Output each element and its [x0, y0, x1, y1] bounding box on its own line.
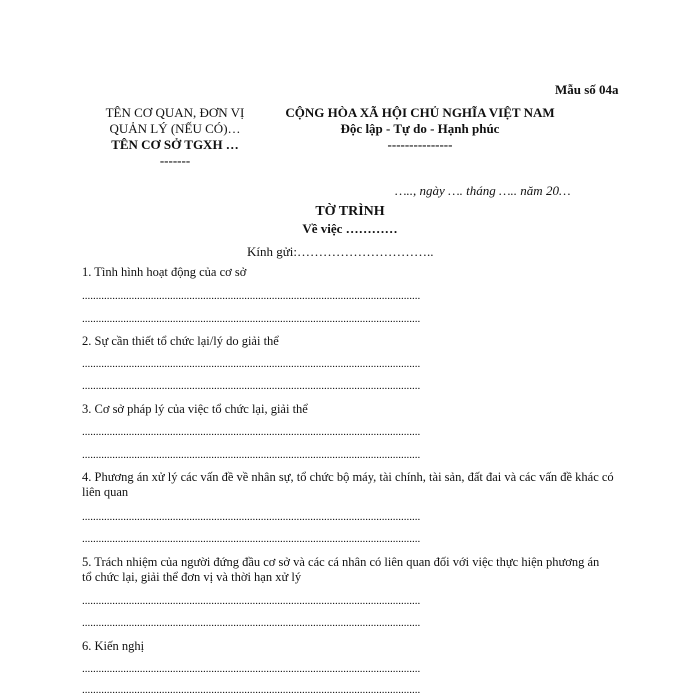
document-title: TỜ TRÌNH — [315, 204, 385, 219]
fill-line: ........................................................................................................................... — [82, 313, 421, 325]
fill-line: ........................................................................................................................... — [82, 663, 421, 675]
section-3 — [82, 402, 622, 417]
national-motto: Độc lập - Tự do - Hạnh phúc — [340, 121, 500, 136]
section-title: 2. Sự cần thiết tổ chức lại/lý do giải thể — [82, 334, 279, 348]
fill-line: ........................................................................................................................... — [82, 595, 421, 607]
agency-manager: QUẢN LÝ (NẾU CÓ)… — [109, 121, 241, 136]
national-divider: --------------- — [387, 137, 453, 152]
form-number: Mẫu số 04a — [555, 82, 619, 97]
section-title: 5. Trách nhiệm của người đứng đầu cơ sở và các cá nhân có liên quan đối với việc thực hiện phương án tổ chức lại, giải thể đơn vị và thời hạn xử lý — [82, 555, 600, 584]
section-5 — [82, 555, 607, 585]
national-title: CỘNG HÒA XÃ HỘI CHỦ NGHĨA VIỆT NAM — [285, 105, 555, 120]
fill-line: ........................................................................................................................... — [82, 617, 421, 629]
facility-name: TÊN CƠ SỞ TGXH … — [111, 137, 239, 152]
section-title: 4. Phương án xử lý các vấn đề về nhân sự, tổ chức bộ máy, tài chính, tài sản, đất đai và các vấn đề khác có liên quan — [82, 470, 614, 499]
fill-line: ........................................................................................................................... — [82, 358, 421, 370]
national-header — [270, 105, 570, 153]
fill-line: ........................................................................................................................... — [82, 426, 421, 438]
section-2 — [82, 334, 622, 349]
fill-line: ........................................................................................................................... — [82, 449, 421, 461]
agency-name: TÊN CƠ QUAN, ĐƠN VỊ — [105, 105, 245, 120]
fill-line: ........................................................................................................................... — [82, 533, 421, 545]
fill-line: ........................................................................................................................... — [82, 684, 421, 696]
agency-divider: ------- — [159, 153, 191, 168]
section-6 — [82, 639, 622, 654]
agency-header — [80, 105, 270, 169]
date-line: ….., ngày …. tháng ….. năm 20… — [395, 183, 571, 198]
document-subject: Về việc ………… — [302, 221, 398, 236]
recipient-line: Kính gửi:………………………….. — [247, 244, 434, 259]
section-title: 6. Kiến nghị — [82, 639, 145, 653]
section-1 — [82, 265, 622, 280]
fill-line: ........................................................................................................................... — [82, 380, 421, 392]
section-title: 1. Tình hình hoạt động của cơ sở — [82, 265, 247, 279]
fill-line: ........................................................................................................................... — [82, 511, 421, 523]
section-4 — [82, 470, 617, 500]
fill-line: ........................................................................................................................... — [82, 290, 421, 302]
section-title: 3. Cơ sở pháp lý của việc tổ chức lại, giải thể — [82, 402, 308, 416]
